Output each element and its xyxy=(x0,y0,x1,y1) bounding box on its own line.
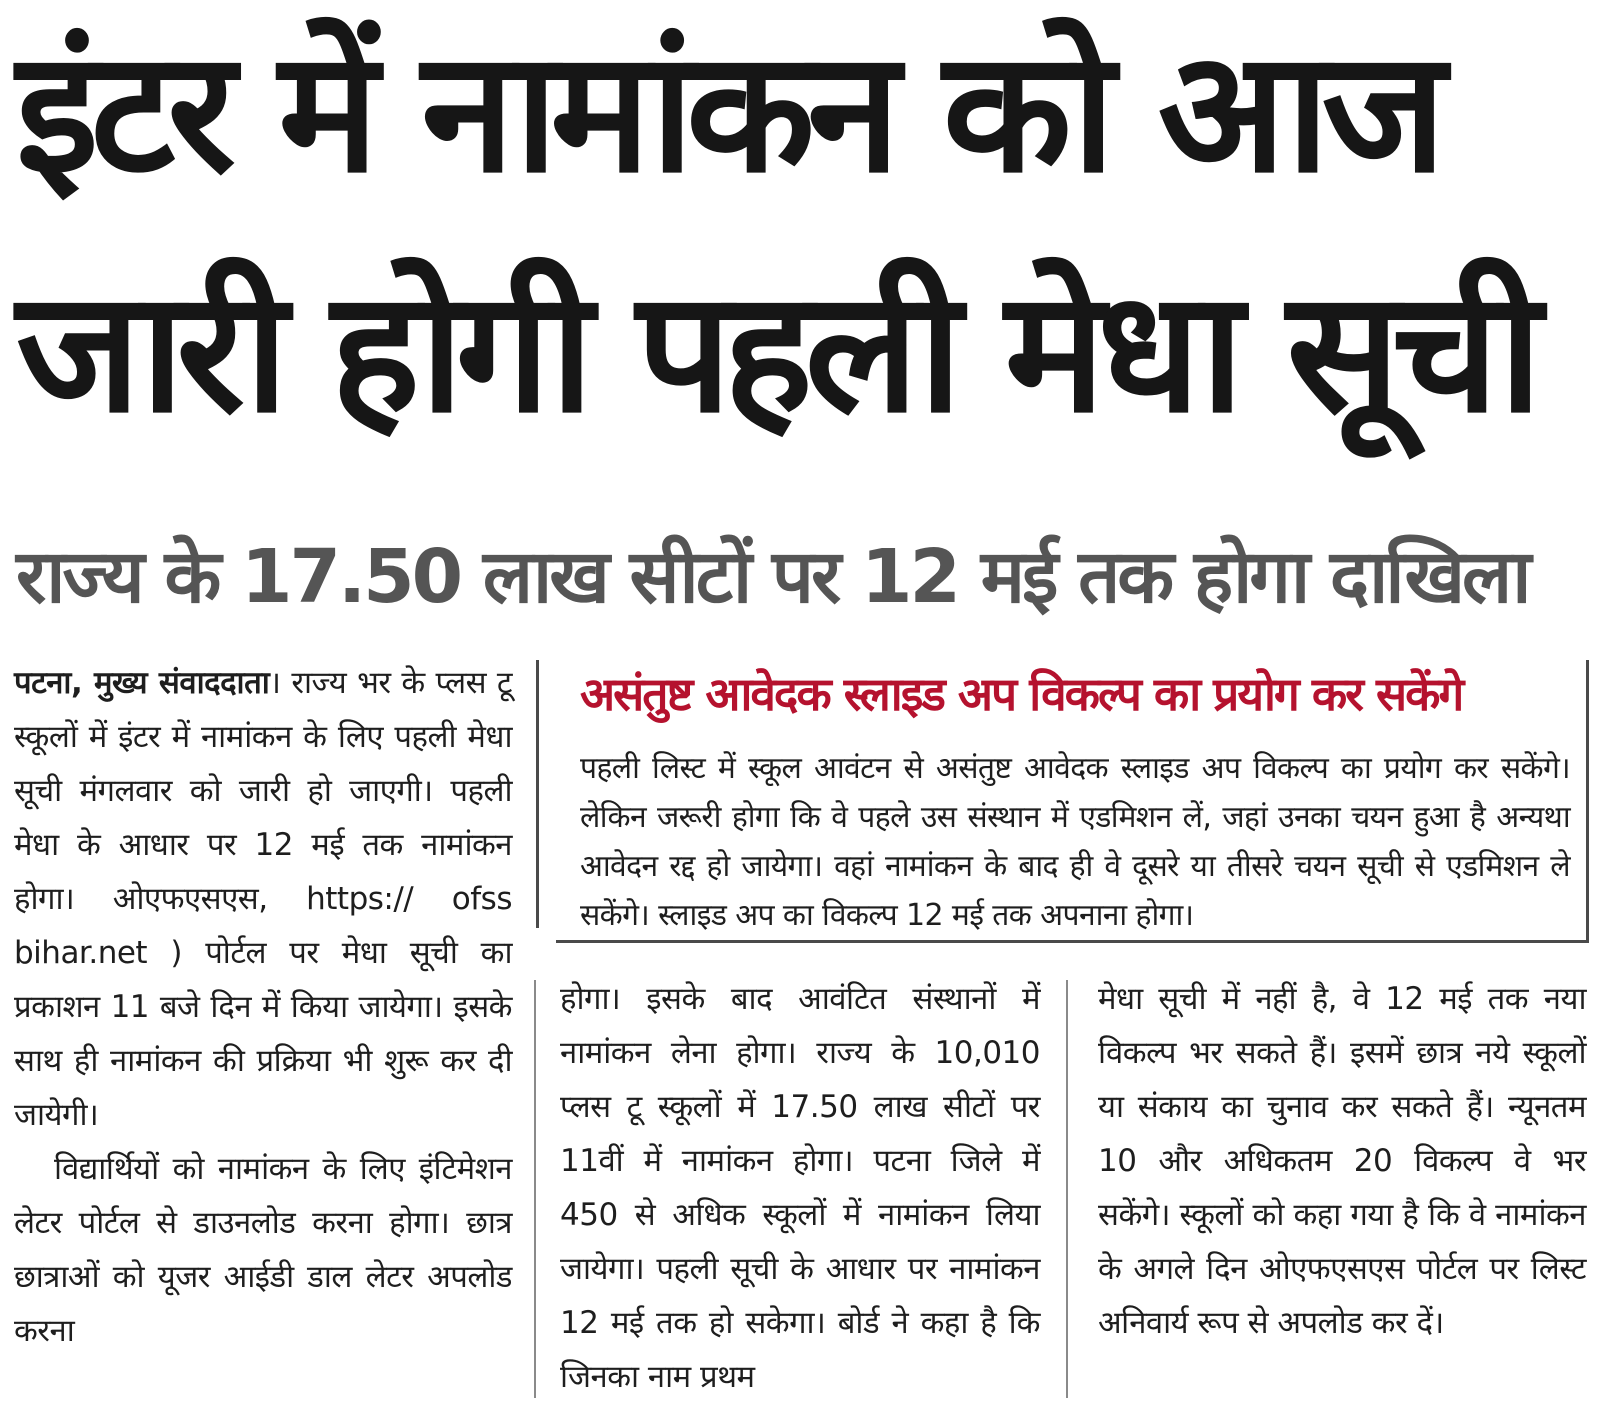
column-divider xyxy=(536,660,539,928)
subheadline: राज्य के 17.50 लाख सीटों पर 12 मई तक होगा दाखिला xyxy=(16,534,1529,620)
box-border-right xyxy=(1586,660,1589,943)
box-border-bottom xyxy=(556,940,1588,943)
box-body: पहली लिस्ट में स्कूल आवंटन से असंतुष्ट आवेदक स्लाइड अप विकल्प का प्रयोग कर सकेंगे। लेकिन जरूरी होगा कि वे पहले उस संस्थान में एडमिशन लें, जहां उनका चयन हुआ है अन्यथा आवेदन रद्द हो जायेगा। वहां नामांकन के बाद ही वे दूसरे या तीसरे चयन सूची से एडमिशन ले सकेंगे। स्लाइड अप का विकल्प 12 मई तक अपनाना होगा। xyxy=(580,751,1570,933)
paragraph-2: विद्यार्थियों को नामांकन के लिए इंटिमेशन लेटर पोर्टल से डाउनलोड करना होगा। छात्र छात्राओं को यूजर आईडी डाल लेटर अपलोड करना xyxy=(14,1151,512,1349)
box-title: असंतुष्ट आवेदक स्लाइड अप विकल्प का प्रयोग कर सकेंगे xyxy=(580,667,1463,721)
article-column-1 xyxy=(14,656,512,1358)
article-column-2: होगा। इसके बाद आवंटित संस्थानों में नामांकन लेना होगा। राज्य के 10,010 प्लस टू स्कूलों में 17.50 लाख सीटों पर 11वीं में नामांकन होगा। पटना जिले में 450 से अधिक स्कूलों में नामांकन लिया जायेगा। पहली सूची के आधार पर नामांकन 12 मई तक हो सकेगा। बोर्ड ने कहा है कि जिनका नाम प्रथम xyxy=(560,981,1040,1395)
column-divider xyxy=(1066,980,1068,1398)
paragraph-1-text: । राज्य भर के प्लस टू स्कूलों में इंटर में नामांकन के लिए पहली मेधा सूची मंगलवार को जारी हो जाएगी। पहली मेधा के आधार पर 12 मई तक नामांकन होगा। ओएफएसएस, https:// ofss bihar.net ) पोर्टल पर मेधा सूची का प्रकाशन 11 बजे दिन में किया जायेगा। इसके साथ ही नामांकन की प्रक्रिया भी शुरू कर दी जायेगी। xyxy=(14,665,512,1133)
column-divider xyxy=(534,980,536,1398)
paragraph-1 xyxy=(14,656,512,1142)
dateline: पटना, मुख्य संवाददाता xyxy=(14,665,270,701)
headline-line-1: इंटर में नामांकन को आज xyxy=(16,14,1439,210)
article-column-3: मेधा सूची में नहीं है, वे 12 मई तक नया विकल्प भर सकते हैं। इसमें छात्र नये स्कूलों या संकाय का चुनाव कर सकते हैं। न्यूनतम 10 और अधिकतम 20 विकल्प वे भर सकेंगे। स्कूलों को कहा गया है कि वे नामांकन के अगले दिन ओएफएसएस पोर्टल पर लिस्ट अनिवार्य रूप से अपलोड कर दें। xyxy=(1098,981,1586,1341)
headline-line-2: जारी होगी पहली मेधा सूची xyxy=(16,254,1535,450)
